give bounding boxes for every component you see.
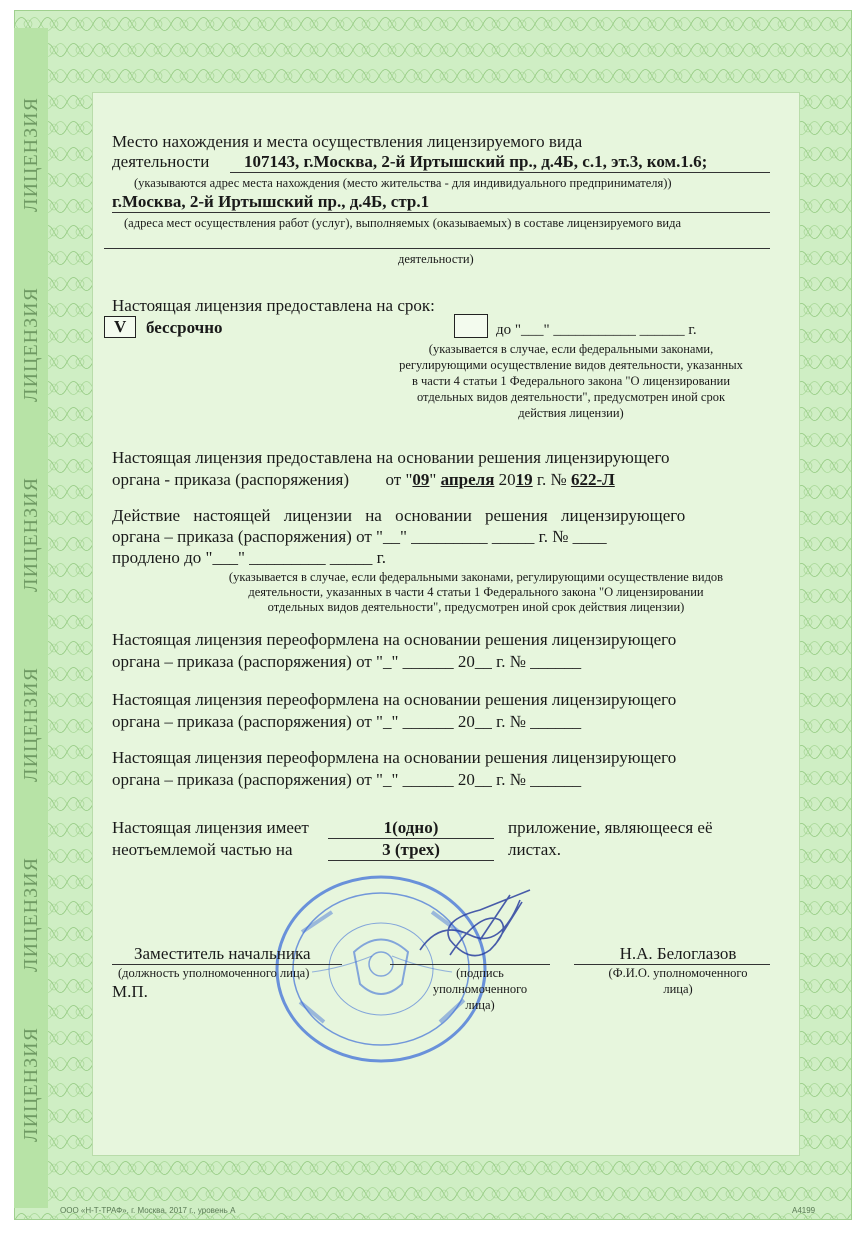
signer-position: Заместитель начальника: [134, 944, 311, 963]
reissue-2-line1: Настоящая лицензия переоформлена на основании решения лицензирующего: [112, 690, 677, 709]
unlimited-label: бессрочно: [146, 318, 223, 337]
name-note-2: лица): [663, 982, 693, 996]
underline: [390, 964, 550, 965]
reissue-3-line2: органа – приказа (распоряжения) от "_" ______ 20__ г. № ______: [112, 770, 582, 789]
underline: [112, 964, 342, 965]
term-heading: Настоящая лицензия предоставлена на срок:: [112, 296, 435, 315]
extension-line1: Действие настоящей лицензии на основании решения лицензирующего: [112, 506, 686, 525]
basis-line1: Настоящая лицензия предоставлена на основании решения лицензирующего: [112, 448, 670, 467]
side-word: ЛИЦЕНЗИЯ: [20, 667, 42, 783]
signature-note-3: лица): [465, 998, 495, 1012]
signature-note-1: (подпись: [456, 966, 504, 980]
reissue-3-line1: Настоящая лицензия переоформлена на основании решения лицензирующего: [112, 748, 677, 767]
reissue-1-line1: Настоящая лицензия переоформлена на основании решения лицензирующего: [112, 630, 677, 649]
form-code: А4199: [792, 1206, 816, 1215]
printer-info: ООО «Н-Т-ТРАФ», г. Москва, 2017 г., уровень А: [60, 1206, 236, 1215]
unlimited-checkbox: [104, 316, 136, 338]
extension-note-1: (указывается в случае, если федеральными законами, регулирующими осуществление видов: [228, 570, 724, 584]
basis-year-suffix: г. №: [536, 470, 567, 489]
appendix-label-1: Настоящая лицензия имеет: [112, 818, 309, 837]
work-address-value: г.Москва, 2-й Иртышский пр., д.4Б, стр.1: [112, 192, 430, 211]
term-note-3: в части 4 статьи 1 Федерального закона "О лицензировании: [411, 374, 731, 388]
address-label: деятельности: [112, 152, 210, 171]
reissue-2-line2: органа – приказа (распоряжения) от "_" ______ 20__ г. № ______: [112, 712, 582, 731]
side-word: ЛИЦЕНЗИЯ: [20, 97, 42, 213]
term-note-4: отдельных видов деятельности", предусмотрен иной срок: [416, 390, 726, 404]
underline: [104, 248, 770, 249]
name-note-1: (Ф.И.О. уполномоченного: [608, 966, 748, 980]
underline: [328, 838, 494, 839]
reissue-1-line2: органа – приказа (распоряжения) от "_" ______ 20__ г. № ______: [112, 652, 582, 671]
basis-day: 09: [412, 470, 430, 489]
term-note-2: регулирующими осуществление видов деятельности, указанных: [399, 358, 743, 372]
underline: [328, 860, 494, 861]
address-value: 107143, г.Москва, 2-й Иртышский пр., д.4Б, с.1, эт.3, ком.1.6;: [244, 152, 708, 171]
basis-quote: ": [429, 470, 437, 489]
extension-line3: продлено до "___" _________ _____ г.: [112, 548, 386, 567]
appendix-sheets: 3 (трех): [382, 840, 440, 859]
extension-note-2: деятельности, указанных в части 4 статьи 1 Федерального закона "О лицензировании: [248, 585, 704, 599]
term-until-checkbox: [454, 314, 488, 338]
extension-line2: органа – приказа (распоряжения) от "__" _________ _____ г. № ____: [112, 527, 607, 546]
address-line1: Место нахождения и места осуществления лицензируемого вида: [112, 132, 583, 151]
basis-line2: [112, 470, 615, 490]
term-note-1: (указывается в случае, если федеральными законами,: [428, 342, 714, 356]
appendix-count: 1(одно): [383, 818, 439, 837]
term-until: до "___" ___________ ______ г.: [496, 322, 697, 338]
position-note: (должность уполномоченного лица): [118, 966, 310, 980]
work-address-note: (адреса мест осуществления работ (услуг), выполняемых (оказываемых) в составе лицензируемого вида: [124, 216, 681, 230]
basis-year-post: 19: [515, 470, 533, 489]
term-note-5: действия лицензии): [518, 406, 624, 420]
appendix-tail-2: листах.: [508, 840, 562, 859]
handwritten-signature: [410, 880, 540, 970]
basis-prefix: органа - приказа (распоряжения): [112, 470, 349, 489]
underline: [574, 964, 770, 965]
basis-year-pre: 20: [498, 470, 516, 489]
signature-note-2: уполномоченного: [432, 982, 528, 996]
side-word: ЛИЦЕНЗИЯ: [20, 287, 42, 403]
basis-ot: от ": [385, 470, 413, 489]
underline: [230, 172, 770, 173]
extension-note-3: отдельных видов деятельности", предусмотрен иной срок действия лицензии): [267, 600, 685, 614]
appendix-label-2: неотъемлемой частью на: [112, 840, 293, 859]
side-word: ЛИЦЕНЗИЯ: [20, 857, 42, 973]
basis-number: 622-Л: [570, 470, 615, 489]
basis-month: апреля: [440, 470, 495, 489]
address-note: (указываются адрес места нахождения (место жительства - для индивидуального предпринимателя)): [134, 176, 672, 190]
underline: [112, 212, 770, 213]
work-address-note-end: деятельности): [398, 252, 474, 266]
mp-label: М.П.: [112, 982, 148, 1001]
signer-name: Н.А. Белоглазов: [619, 944, 737, 963]
side-word: ЛИЦЕНЗИЯ: [20, 1027, 42, 1143]
side-word: ЛИЦЕНЗИЯ: [20, 477, 42, 593]
check-mark: V: [114, 317, 127, 336]
appendix-tail-1: приложение, являющееся её: [508, 818, 713, 837]
